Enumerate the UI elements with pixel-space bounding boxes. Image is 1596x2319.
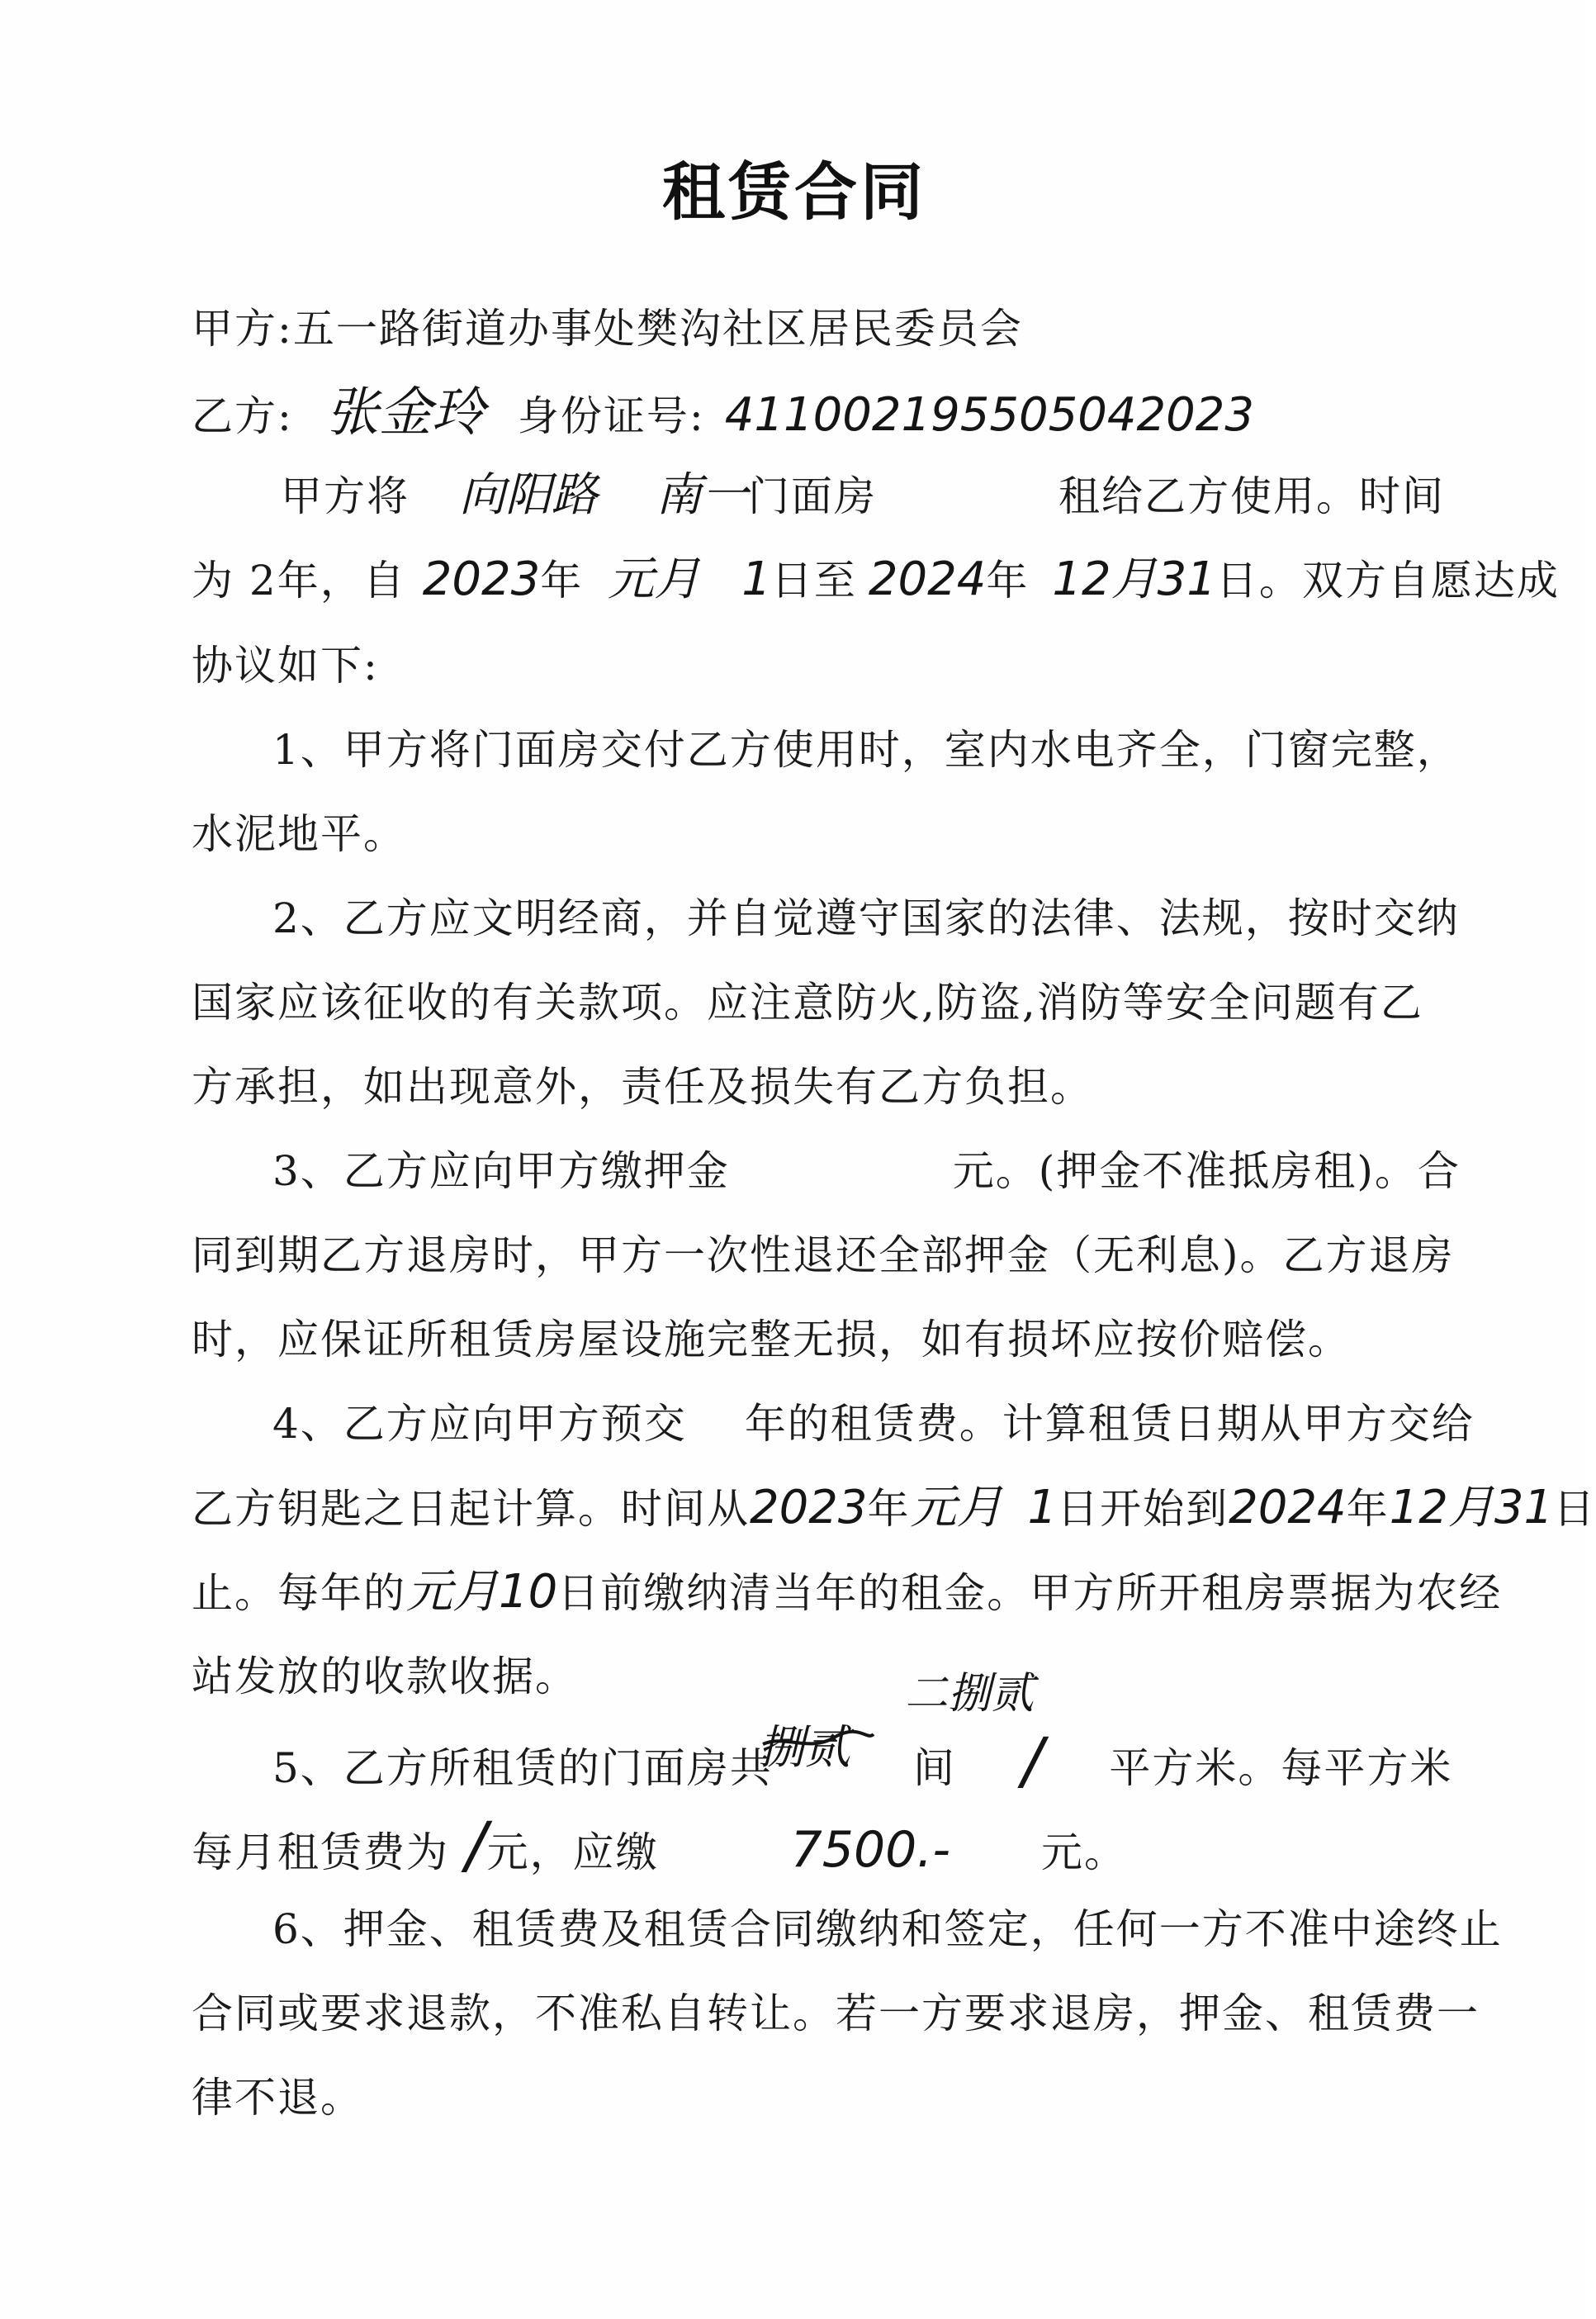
intro-text-2: 门面房 — [748, 472, 877, 520]
clause-4-text-3a: 止。每年的 — [192, 1569, 406, 1617]
document-title: 租赁合同 — [662, 155, 926, 229]
clause-5-text-2a: 每月租赁费为 — [192, 1828, 449, 1876]
clause-6-line-3: 律不退。 — [192, 2074, 363, 2122]
intro-text-5: 年 — [540, 557, 584, 605]
intro-location: 南一 — [656, 468, 748, 522]
intro-line-1 — [281, 468, 1453, 522]
intro-start-day: 1 — [741, 552, 771, 606]
clause-4-line-1 — [272, 1399, 1475, 1449]
clause-4-pay-date: 元月10 — [406, 1565, 558, 1619]
intro-line-3: 协议如下: — [192, 642, 379, 690]
clause-3-text-1b: 元。(押金不准抵房租)。合 — [952, 1147, 1461, 1195]
intro-start-year: 2023 — [422, 552, 541, 606]
clause-4-text-1b: 年的租赁费。计算租赁日期从甲方交给 — [744, 1400, 1475, 1448]
clause-3-text-1a: 3、乙方应向甲方缴押金 — [272, 1147, 730, 1195]
clause-4-text-2e: 日 — [1553, 1485, 1596, 1533]
clause-5-line-2 — [192, 1808, 1447, 1881]
intro-text-4: 为 2年，自 — [192, 557, 406, 605]
clause-5-total: 7500.- — [790, 1821, 951, 1879]
party-b-id-label: 身份证号: — [517, 392, 705, 440]
clause-5-text-1a: 5、乙方所租赁的门面房共 — [272, 1744, 773, 1792]
clause-3-line-1 — [272, 1146, 1461, 1196]
clause-2-line-1: 2、乙方应文明经商，并自觉遵守国家的法律、法规，按时交纳 — [272, 894, 1460, 942]
clause-5-area: / — [1021, 1724, 1044, 1797]
party-a-name: 五一路街道办事处樊沟社区居民委员会 — [292, 305, 1023, 353]
intro-text-7: 年 — [986, 557, 1030, 605]
clause-6-line-2: 合同或要求退款，不准私自转让。若一方要求退房，押金、租赁费一 — [192, 1989, 1480, 2037]
clause-2-line-2: 国家应该征收的有关款项。应注意防火,防盗,消防等安全问题有乙 — [192, 979, 1423, 1027]
clause-4-text-1a: 4、乙方应向甲方预交 — [272, 1400, 687, 1448]
clause-4-end-monthday: 12月31 — [1389, 1481, 1554, 1534]
clause-6-line-1: 6、押金、租赁费及租赁合同缴纳和签定，任何一方不准中途终止 — [272, 1905, 1503, 1953]
clause-4-line-4: 站发放的收款收据。 — [192, 1653, 578, 1700]
clause-3-line-3: 时，应保证所租赁房屋设施完整无损，如有损坏应按价赔偿。 — [192, 1316, 1351, 1363]
clause-5-insert-text: 二捌贰 — [905, 1669, 1035, 1719]
party-b-id-number: 411002195505042023 — [724, 388, 1255, 442]
clause-3-line-2: 同到期乙方退房时，甲方一次性退还全部押金（无利息)。乙方退房 — [192, 1231, 1455, 1279]
clause-5-text-2b: 元，应缴 — [486, 1828, 659, 1876]
clause-4-line-3 — [192, 1565, 1503, 1619]
clause-4-text-2b: 年 — [867, 1485, 911, 1533]
party-a-line — [192, 304, 1447, 353]
intro-text-8: 日。双方自愿达成 — [1215, 557, 1560, 605]
intro-text-6: 日至 — [770, 557, 857, 605]
intro-road: 向阳路 — [459, 468, 598, 522]
clause-4-start-year: 2023 — [750, 1481, 868, 1534]
intro-line-2 — [192, 552, 1560, 606]
party-a-label: 甲方: — [192, 305, 293, 353]
intro-text-1: 甲方将 — [281, 472, 410, 520]
party-b-line — [192, 382, 1447, 443]
clause-4-text-2d: 年 — [1346, 1485, 1390, 1533]
clause-4-start-day: 1 — [1027, 1481, 1058, 1534]
intro-end-year: 2024 — [868, 552, 987, 606]
clause-5-struck-text: 捌贰 — [758, 1721, 850, 1775]
clause-5-text-2c: 元。 — [1041, 1828, 1128, 1876]
clause-5-text-1c: 平方米。每平方米 — [1109, 1744, 1453, 1792]
party-b-label: 乙方: — [192, 392, 293, 440]
party-b-name: 张金玲 — [325, 382, 485, 443]
clause-5-unit-price: / — [466, 1808, 487, 1881]
clause-4-text-3b: 日前缴纳清当年的租金。甲方所开租房票据为农经 — [557, 1569, 1503, 1617]
clause-4-text-2a: 乙方钥匙之日起计算。时间从 — [192, 1485, 750, 1533]
clause-4-line-2 — [192, 1481, 1596, 1534]
clause-2-line-3: 方承担，如出现意外，责任及损失有乙方负担。 — [192, 1063, 1093, 1111]
strike-through-mark — [760, 1716, 875, 1766]
clause-1-line-1: 1、甲方将门面房交付乙方使用时，室内水电齐全，门窗完整， — [272, 726, 1460, 774]
intro-start-month: 元月 — [608, 552, 701, 606]
intro-text-3: 租给乙方使用。时间 — [1058, 472, 1445, 520]
clause-1-line-2: 水泥地平。 — [192, 810, 406, 858]
intro-end-monthday: 12月31 — [1052, 552, 1216, 606]
clause-4-text-2c: 日开始到 — [1057, 1485, 1229, 1533]
clause-5-text-1b: 间 — [912, 1744, 956, 1792]
clause-4-start-month: 元月 — [910, 1481, 1003, 1534]
clause-4-end-year: 2024 — [1229, 1481, 1347, 1534]
